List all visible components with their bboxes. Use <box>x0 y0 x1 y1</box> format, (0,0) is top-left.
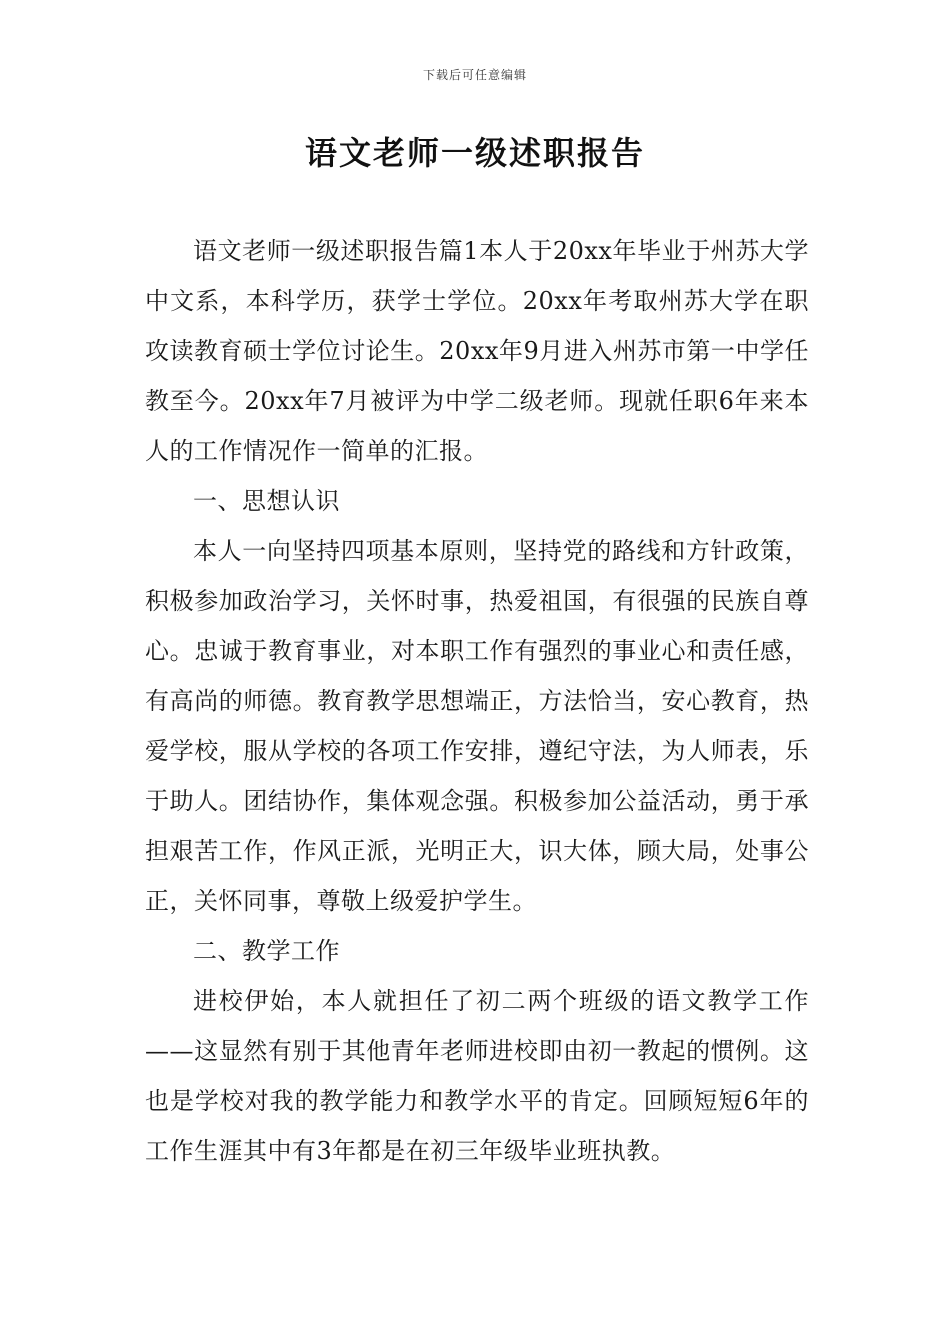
section-heading-thought: 一、思想认识 <box>193 487 340 515</box>
document-body <box>145 226 809 1176</box>
header-note: 下载后可任意编辑 <box>422 68 527 82</box>
document-title: 语文老师一级述职报告 <box>304 134 645 172</box>
paragraph-thought: 本人一向坚持四项基本原则，坚持党的路线和方针政策，积极参加政治学习，关怀时事，热爱祖国，有很强的民族自尊心。忠诚于教育事业，对本职工作有强烈的事业心和责任感，有高尚的师德。教育教学思想端正，方法恰当，安心教育，热爱学校，服从学校的各项工作安排，遵纪守法，为人师表，乐于助人。团结协作，集体观念强。积极参加公益活动，勇于承担艰苦工作，作风正派，光明正大，识大体，顾大局，处事公正，关怀同事，尊敬上级爱护学生。 <box>145 537 809 915</box>
paragraph-teaching: 进校伊始，本人就担任了初二两个班级的语文教学工作——这显然有别于其他青年老师进校即由初一教起的惯例。这也是学校对我的教学能力和教学水平的肯定。回顾短短6年的工作生涯其中有3年都是在初三年级毕业班执教。 <box>145 987 809 1165</box>
section-heading-teaching: 二、教学工作 <box>193 937 340 965</box>
paragraph-intro: 语文老师一级述职报告篇1本人于20xx年毕业于州苏大学中文系，本科学历，获学士学位。20xx年考取州苏大学在职攻读教育硕士学位讨论生。20xx年9月进入州苏市第一中学任教至今。20xx年7月被评为中学二级老师。现就任职6年来本人的工作情况作一简单的汇报。 <box>145 237 809 465</box>
